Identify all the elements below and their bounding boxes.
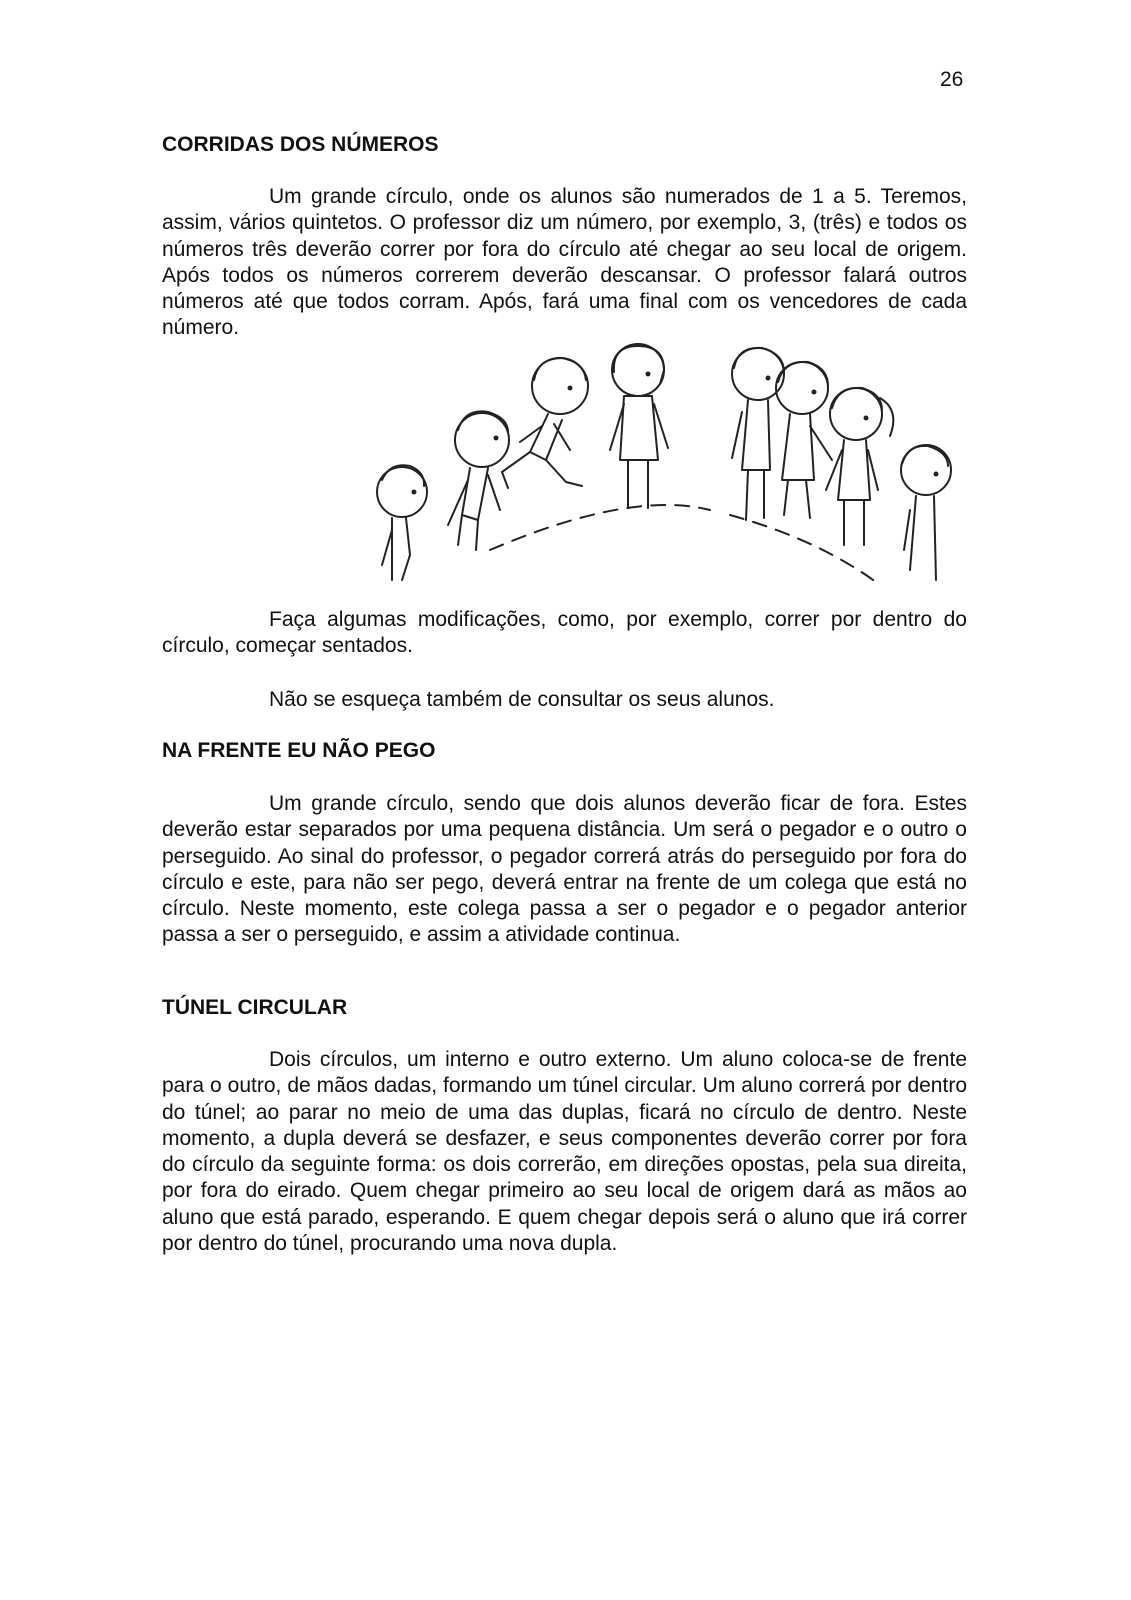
paragraph-tunel-description: Dois círculos, um interno e outro externo. Um aluno coloca-se de frente para o outro, de mãos dadas, formando um túnel circular. Um aluno correrá por dentro do túnel; ao parar no meio de uma das duplas, ficará no círculo de dentro. Neste momento, a dupla deverá se desfazer, e seus componentes deverão correr por fora do círculo da seguinte forma: os dois correrão, em direções opostas, pela sua direita, por fora do eirado. Quem chegar primeiro ao seu local de origem dará as mãos ao aluno que está parado, esperando. E quem chegar depois será o aluno que irá correr por dentro do túnel, procurando uma nova dupla.: [162, 1048, 967, 1256]
children-circle-illustration: [370, 340, 970, 620]
section-heading-corridas: CORRIDAS DOS NÚMEROS: [162, 133, 439, 156]
paragraph-corridas-description: Um grande círculo, onde os alunos são numerados de 1 a 5. Teremos, assim, vários quintetos. O professor diz um número, por exemplo, 3, (três) e todos os números três deverão correr por fora do círculo até chegar ao seu local de origem. Após todos os números correrem deverão descansar. O professor falará outros números até que todos corram. Após, fará uma final com os vencedores de cada número.: [162, 185, 967, 340]
section-heading-tunel: TÚNEL CIRCULAR: [162, 996, 348, 1019]
children-circle-running-icon: [370, 340, 970, 620]
paragraph-consult-students: Não se esqueça também de consultar os seus alunos.: [269, 688, 775, 711]
page-number: 26: [940, 68, 964, 91]
paragraph-modifications: Faça algumas modificações, como, por exemplo, correr por dentro do círculo, começar sentados.: [162, 608, 967, 658]
paragraph-na-frente-description: Um grande círculo, sendo que dois alunos deverão ficar de fora. Estes deverão estar separados por uma pequena distância. Um será o pegador e o outro o perseguido. Ao sinal do professor, o pegador correrá atrás do perseguido por fora do círculo e este, para não ser pego, deverá entrar na frente de um colega que está no círculo. Neste momento, este colega passa a ser o pegador e o pegador anterior passa a ser o perseguido, e assim a atividade continua.: [162, 792, 967, 947]
section-heading-na-frente: NA FRENTE EU NÃO PEGO: [162, 739, 436, 762]
